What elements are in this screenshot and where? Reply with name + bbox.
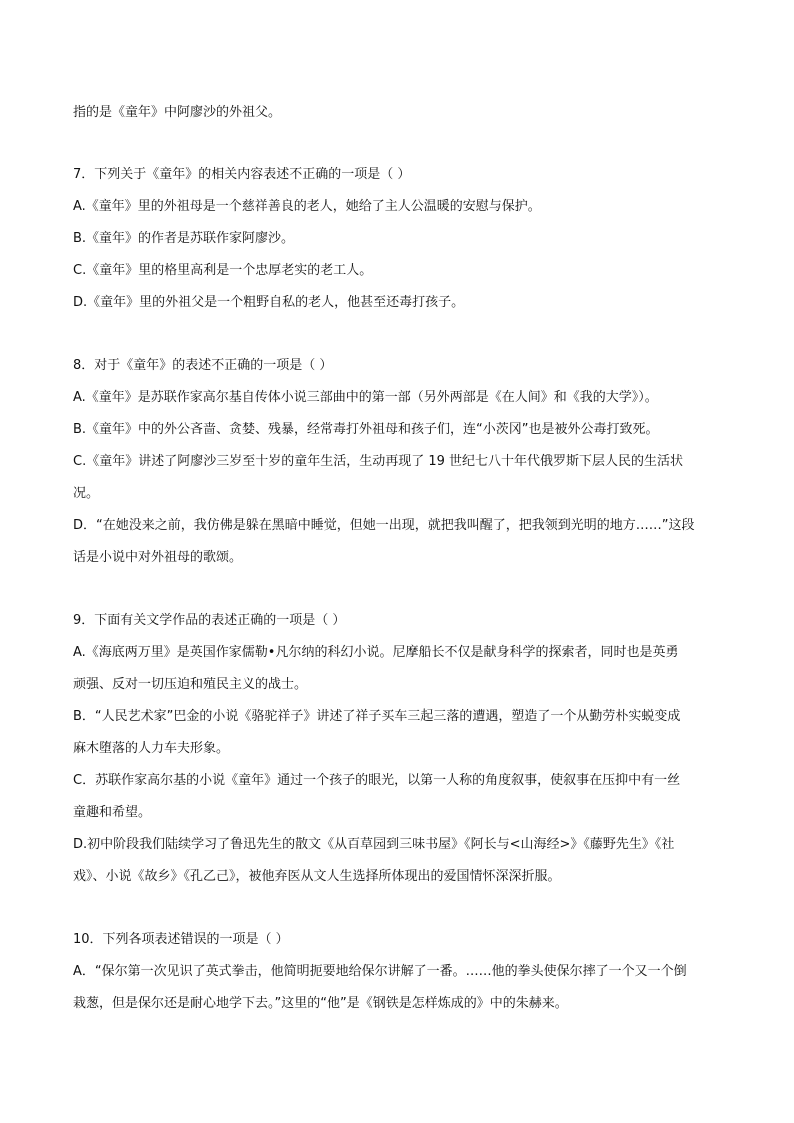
question-7-option-a: A.《童年》里的外祖母是一个慈祥善良的老人，她给了主人公温暖的安慰与保护。 bbox=[73, 199, 541, 214]
question-8-option-d: D．“在她没来之前，我仿佛是躲在黑暗中睡觉，但她一出现，就把我叫醒了，把我领到光明的地方……”这段 bbox=[73, 518, 695, 533]
intro-tail-text: 指的是《童年》中阿廖沙的外祖父。 bbox=[73, 105, 282, 120]
question-9-option-d-cont: 戏》、小说《故乡》《孔乙己》，被他弃医从文人生选择所体现出的爱国情怀深深折服。 bbox=[73, 869, 561, 884]
question-8-option-b: B.《童年》中的外公吝啬、贪婪、残暴，经常毒打外祖母和孩子们，连“小茨冈”也是被外公毒打致死。 bbox=[73, 422, 659, 437]
question-10-option-a: A．“保尔第一次见识了英式拳击，他简明扼要地给保尔讲解了一番。……他的拳头使保尔摔了一个又一个倒 bbox=[73, 964, 687, 979]
question-10-option-a-cont: 栽葱，但是保尔还是耐心地学下去。”这里的“他”是《钢铁是怎样炼成的》中的朱赫来。 bbox=[73, 996, 568, 1011]
question-9-option-c-cont: 童趣和希望。 bbox=[73, 805, 152, 820]
question-9-option-a-cont: 顽强、反对一切压迫和殖民主义的战士。 bbox=[73, 677, 308, 692]
question-8-option-a: A.《童年》是苏联作家高尔基自传体小说三部曲中的第一部（另外两部是《在人间》和《我的大学》）。 bbox=[73, 390, 658, 405]
question-7-option-b: B.《童年》的作者是苏联作家阿廖沙。 bbox=[73, 231, 295, 246]
question-9-option-d: D.初中阶段我们陆续学习了鲁迅先生的散文《从百草园到三味书屋》《阿长与<山海经>》《藤野先生》《社 bbox=[73, 837, 675, 852]
question-8-stem: 8．对于《童年》的表述不正确的一项是（ ） bbox=[73, 358, 333, 373]
question-8-option-c-cont: 况。 bbox=[73, 486, 100, 501]
question-10-stem: 10．下列各项表述错误的一项是（ ） bbox=[73, 932, 289, 947]
question-9-option-c: C．苏联作家高尔基的小说《童年》通过一个孩子的眼光，以第一人称的角度叙事，使叙事在压抑中有一丝 bbox=[73, 773, 681, 788]
question-7-option-d: D.《童年》里的外祖父是一个粗野自私的老人，他甚至还毒打孩子。 bbox=[73, 295, 465, 310]
question-9-option-b: B．“人民艺术家”巴金的小说《骆驼祥子》讲述了祥子买车三起三落的遭遇，塑造了一个从勤劳朴实蜕变成 bbox=[73, 709, 681, 724]
question-9-option-b-cont: 麻木堕落的人力车夫形象。 bbox=[73, 741, 230, 756]
question-8-option-c: C.《童年》讲述了阿廖沙三岁至十岁的童年生活，生动再现了 19 世纪七八十年代俄罗斯下层人民的生活状 bbox=[73, 454, 684, 469]
question-8-option-d-cont: 话是小说中对外祖母的歌颂。 bbox=[73, 550, 243, 565]
question-7-option-c: C.《童年》里的格里高利是一个忠厚老实的老工人。 bbox=[73, 263, 373, 278]
question-7-stem: 7．下列关于《童年》的相关内容表述不正确的一项是（ ） bbox=[73, 167, 411, 182]
question-9-stem: 9．下面有关文学作品的表述正确的一项是（ ） bbox=[73, 613, 346, 628]
question-9-option-a: A.《海底两万里》是英国作家儒勒•凡尔纳的科幻小说。尼摩船长不仅是献身科学的探索者，同时也是英勇 bbox=[73, 645, 679, 660]
